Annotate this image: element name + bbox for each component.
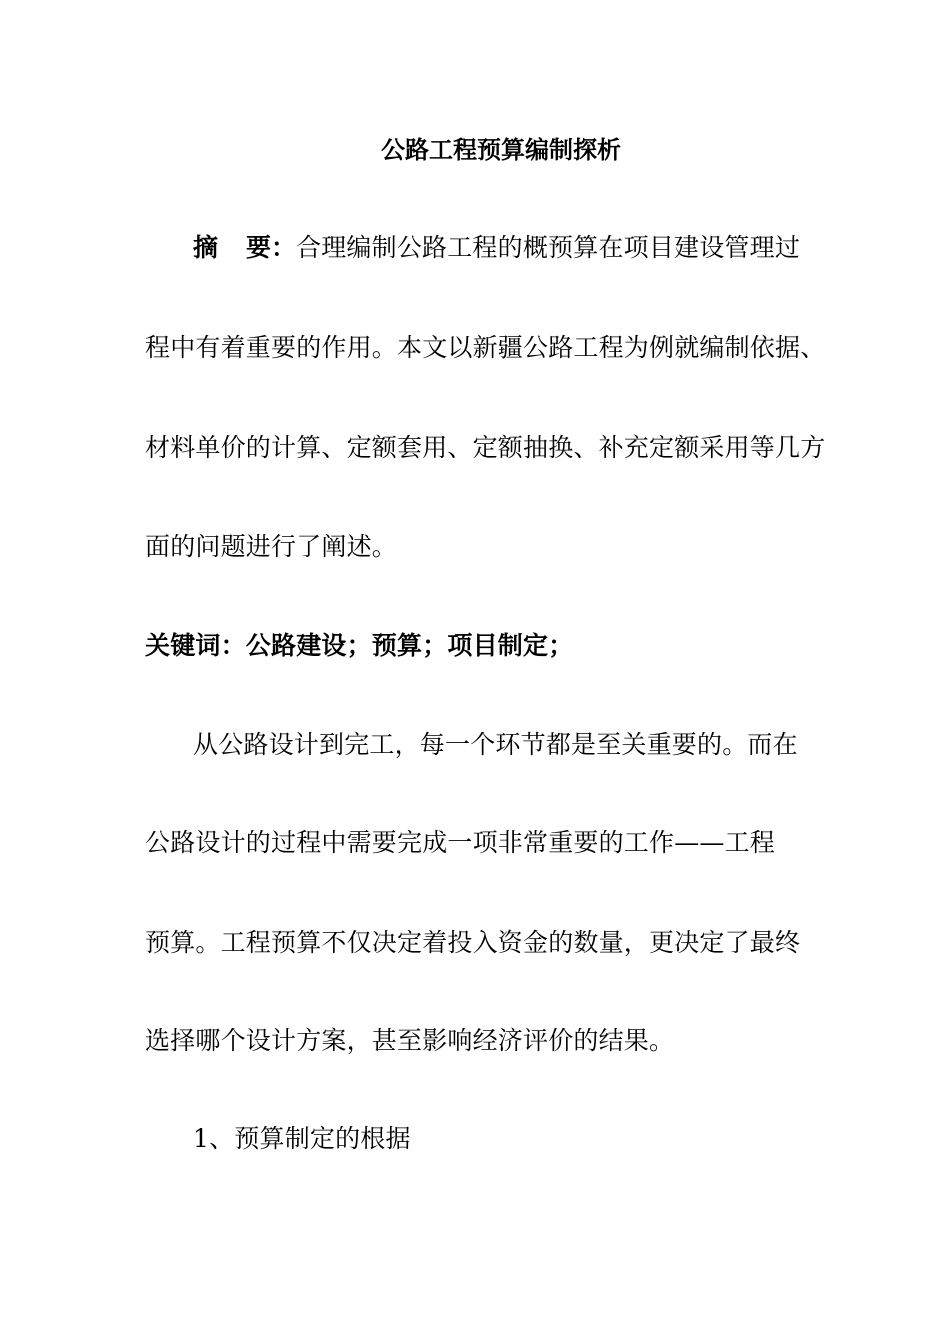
abstract-line-1: 合理编制公路工程的概预算在项目建设管理过 (296, 233, 801, 262)
section-heading: 1、预算制定的根据 (193, 1124, 411, 1153)
body-line-4: 选择哪个设计方案，甚至影响经济评价的结果。 (145, 1026, 675, 1055)
body-line-3: 预算。工程预算不仅决定着投入资金的数量，更决定了最终 (145, 928, 801, 957)
document-title: 公路工程预算编制探析 (381, 135, 621, 164)
abstract-label (193, 233, 296, 262)
abstract-line-3: 材料单价的计算、定额套用、定额抽换、补充定额采用等几方 (145, 433, 826, 462)
keywords-line: 关键词：公路建设；预算；项目制定； (145, 631, 574, 660)
abstract-line-4: 面的问题进行了阐述。 (145, 532, 398, 561)
body-line-2: 公路设计的过程中需要完成一项非常重要的工作——工程 (145, 828, 776, 857)
abstract-label-part2: 要： (246, 233, 297, 262)
body-line-1: 从公路设计到完工，每一个环节都是至关重要的。而在 (193, 730, 798, 759)
abstract-line-2: 程中有着重要的作用。本文以新疆公路工程为例就编制依据、 (145, 333, 826, 362)
abstract-first-line (193, 231, 883, 265)
abstract-label-part1: 摘 (193, 233, 219, 262)
